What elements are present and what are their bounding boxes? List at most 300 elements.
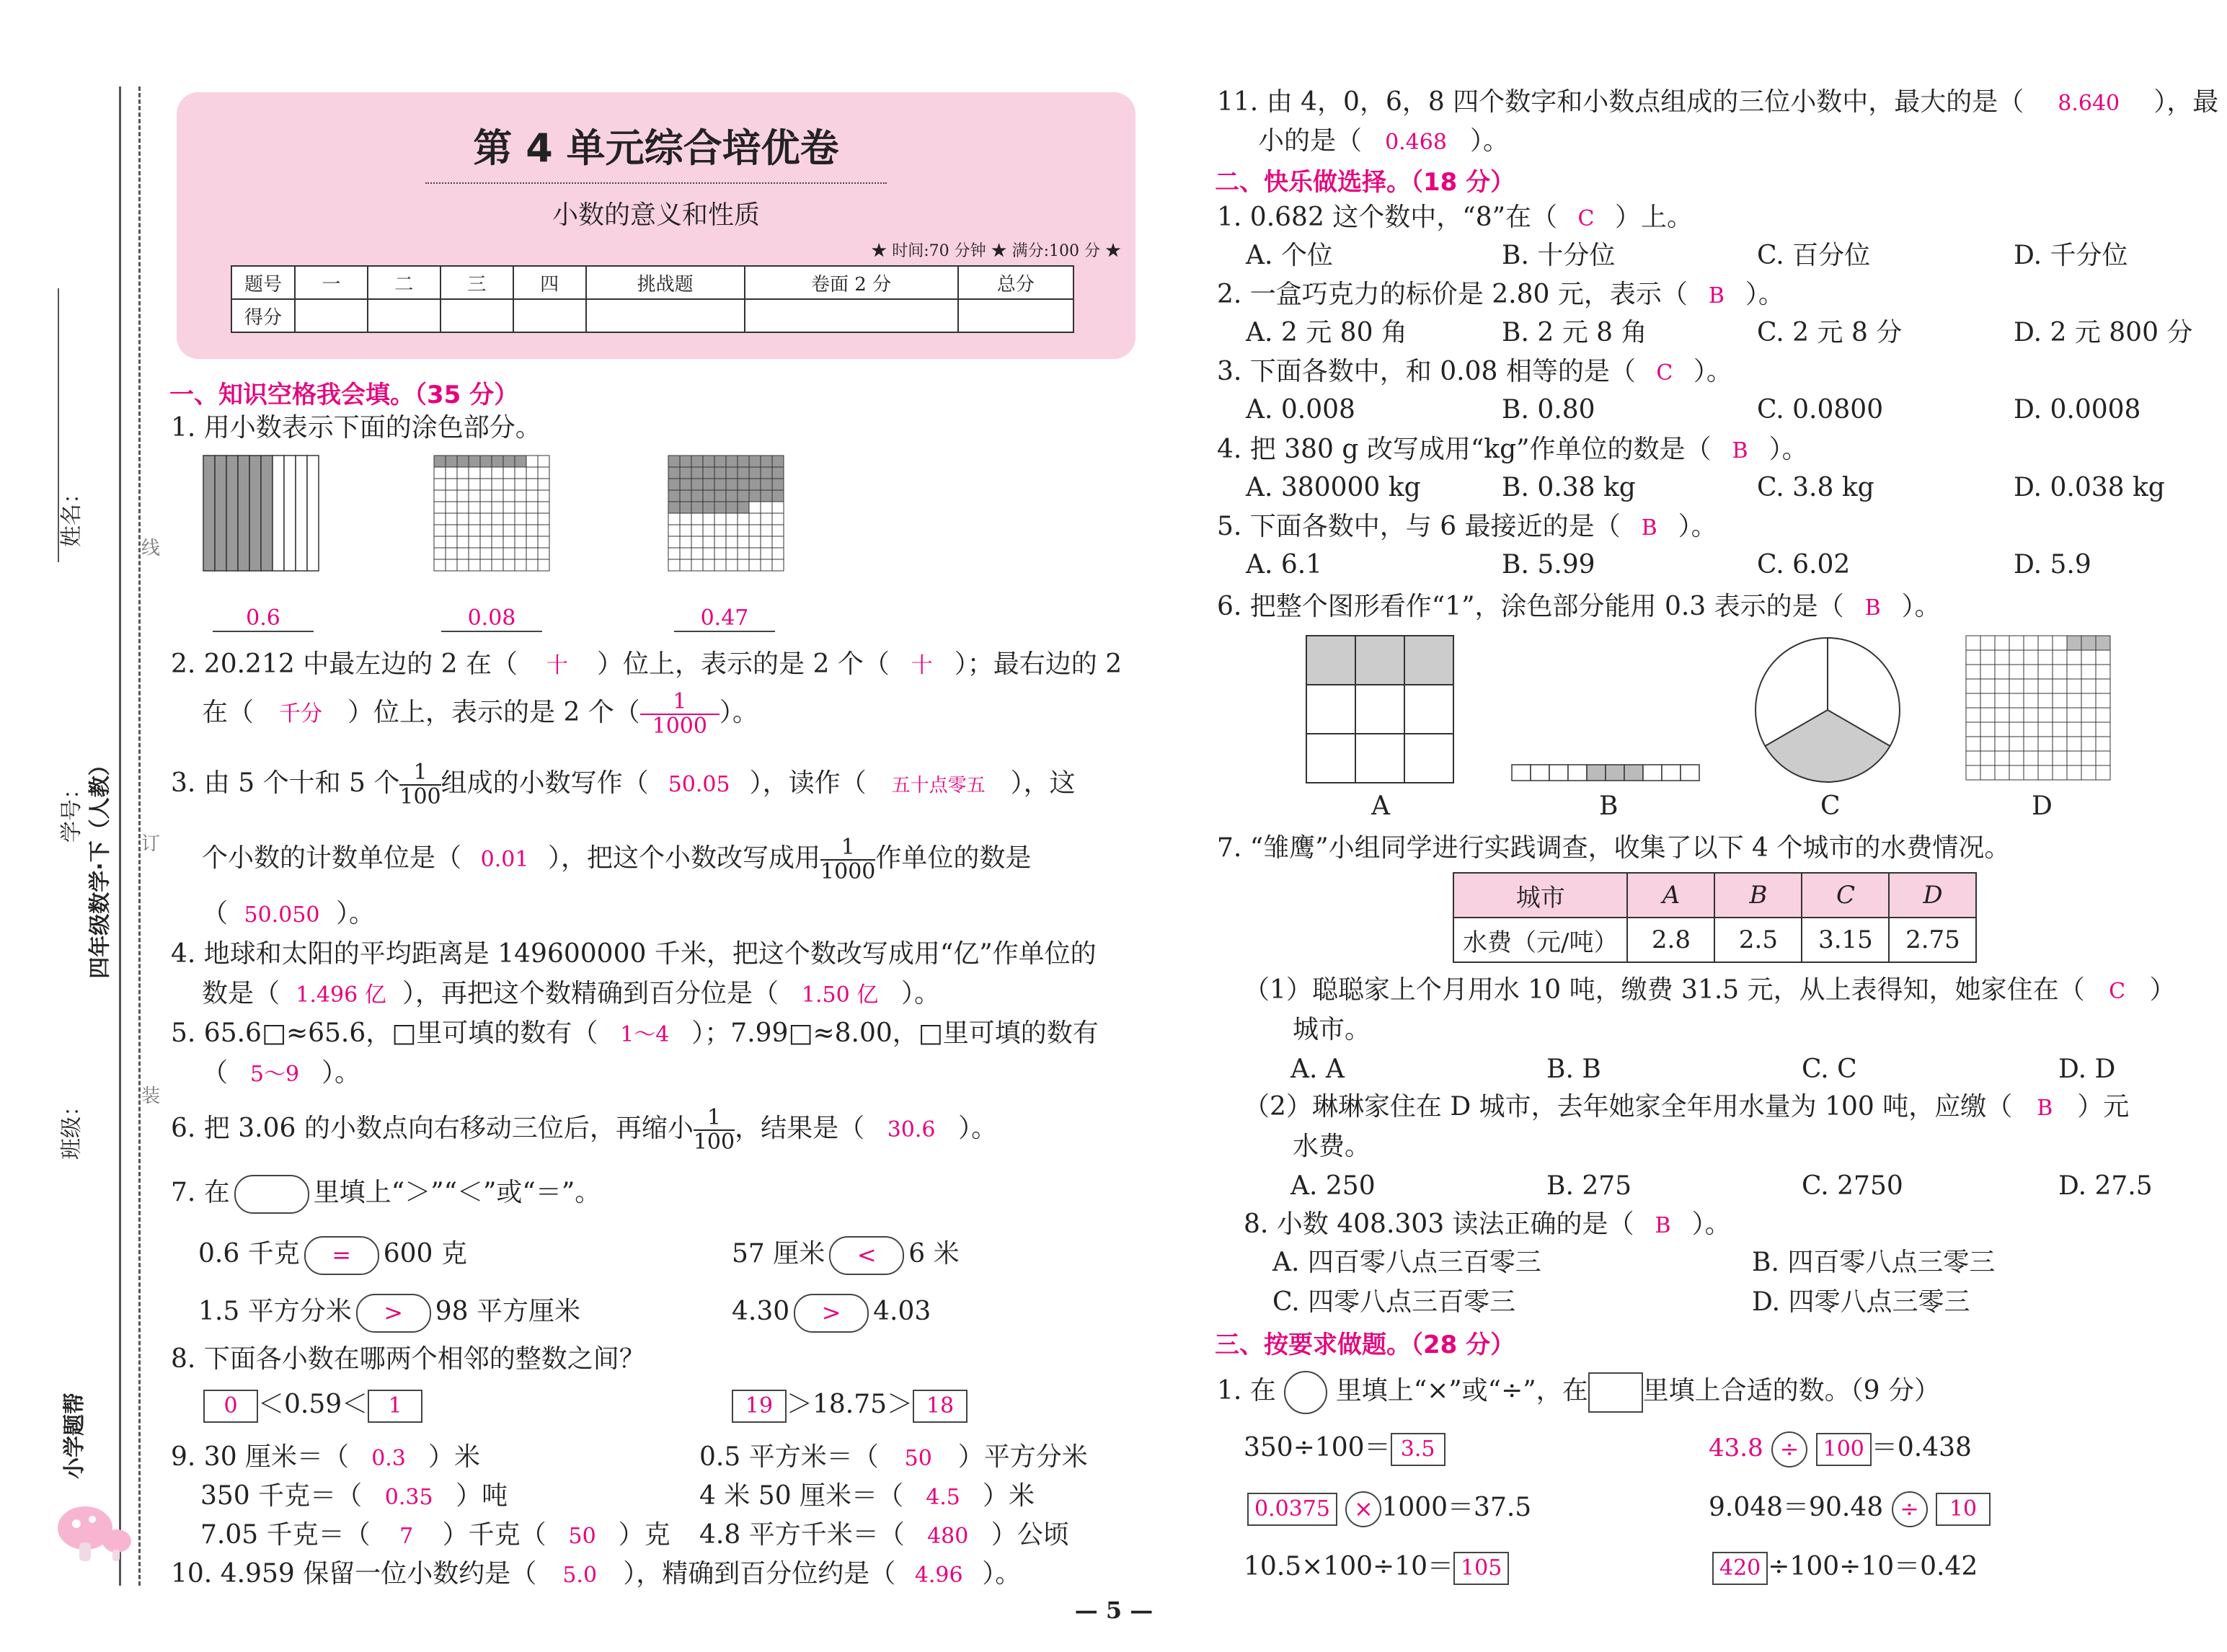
mc5-option-b[interactable]: B. 5.99	[1502, 550, 1595, 579]
grid-cell	[2024, 693, 2038, 708]
q1-answer-3[interactable]	[674, 605, 775, 632]
score-cell[interactable]	[513, 299, 586, 332]
grid-cell	[680, 479, 691, 490]
score-cell[interactable]	[745, 299, 958, 332]
q2-answer-1[interactable]: 十	[546, 653, 568, 678]
grid-cell	[726, 490, 738, 502]
grid-cell	[2081, 693, 2096, 708]
grid-cell	[457, 467, 469, 479]
score-cell[interactable]: 得分	[231, 299, 295, 332]
mc6-figure-a	[1305, 634, 1456, 786]
q5-answer-1[interactable]: 1～4	[620, 1022, 670, 1047]
grid-cell	[2096, 693, 2110, 708]
q9-5-answer-2[interactable]: 50	[568, 1524, 596, 1549]
grid-cell	[434, 548, 446, 559]
grid-cell	[469, 513, 480, 525]
q2-text-c: ）；最右边的 2	[954, 649, 1123, 679]
eq1-text: 350÷100＝	[1244, 1433, 1391, 1462]
grid-cell	[2067, 765, 2081, 780]
grid-cell	[457, 536, 469, 548]
figure-b-cell	[1624, 765, 1643, 781]
grid-cell	[2096, 765, 2110, 780]
grid-cell	[1966, 751, 1980, 765]
grid-cell	[703, 479, 714, 490]
q7-item-3-answer[interactable]: >	[356, 1294, 431, 1333]
grid-cell	[446, 456, 457, 467]
mc1-option-a[interactable]: A. 个位	[1246, 241, 1333, 270]
score-cell[interactable]	[295, 299, 368, 332]
grid-cell	[749, 559, 761, 571]
mc8-answer[interactable]: B	[1655, 1213, 1671, 1238]
grid-cell	[1980, 708, 1995, 722]
q8-expr-1-box-2[interactable]: 1	[368, 1390, 422, 1423]
mc5-option-d[interactable]: D. 5.9	[2014, 550, 2091, 579]
mc5-option-a[interactable]: A. 6.1	[1246, 550, 1323, 579]
grid-cell	[691, 548, 703, 559]
grid-cell	[2081, 708, 2096, 722]
section3-title: 三、按要求做题。（28 分）	[1215, 1331, 1515, 1359]
grid-cell	[2009, 693, 2024, 708]
q9-2-answer[interactable]: 50	[904, 1446, 932, 1471]
grid-cell	[2053, 737, 2067, 751]
strip-cell	[226, 456, 238, 571]
grid-cell	[457, 559, 469, 571]
grid-cell	[434, 525, 446, 536]
grid-cell	[2038, 693, 2053, 708]
q9-4-answer[interactable]: 4.5	[926, 1485, 960, 1510]
q8-expr-2-box-1[interactable]: 19	[732, 1390, 787, 1423]
q2-answer-3[interactable]: 千分	[279, 701, 323, 727]
mc7-sub2-end: ）元	[2077, 1092, 2130, 1122]
mc7-sub2-text: （2）琳琳家住在 D 城市，去年她家全年用水量为 100 吨，应缴（	[1244, 1092, 2013, 1122]
mc2-option-c[interactable]: C. 2 元 8 分	[1757, 318, 1903, 347]
q7-item-1-answer[interactable]: =	[304, 1236, 379, 1275]
q3-answer-2[interactable]: 五十点零五	[891, 775, 986, 796]
eq2-first: 43.8	[1709, 1434, 1763, 1462]
grid-cell	[668, 479, 680, 490]
grid-cell	[714, 479, 726, 490]
grid-cell	[726, 536, 738, 548]
q8-expr-1-box-1[interactable]: 0	[203, 1390, 258, 1423]
grid-cell	[503, 513, 515, 525]
mc2-option-a[interactable]: A. 2 元 80 角	[1246, 318, 1407, 347]
grid-cell	[538, 467, 549, 479]
q3-text-a: 3. 由 5 个十和 5 个	[171, 768, 400, 798]
mc6-label-c: C	[1820, 791, 1841, 821]
mc4-option-a[interactable]: A. 380000 kg	[1246, 473, 1421, 502]
grid-cell	[1995, 636, 2009, 650]
mc7-sub1-option-b[interactable]: B. B	[1546, 1054, 1601, 1084]
q3-answer-1[interactable]: 50.05	[668, 772, 730, 797]
q8-expr-2-mid: ＞18.75＞	[787, 1390, 913, 1419]
mc2-question	[1217, 277, 1784, 314]
eq2-box[interactable]: 100	[1816, 1433, 1872, 1466]
grid-cell	[726, 525, 738, 536]
grid-cell	[526, 513, 538, 525]
q9-item-5	[200, 1518, 670, 1554]
grid-cell	[480, 513, 492, 525]
score-header-cell: 四	[513, 266, 586, 299]
q7-item-2-answer[interactable]: <	[829, 1236, 904, 1275]
mc7-sub2-line-2: 水费。	[1293, 1132, 1371, 1161]
q2-line-2	[202, 690, 758, 738]
q9-3-answer[interactable]: 0.35	[384, 1485, 433, 1510]
grid-cell	[2009, 636, 2024, 650]
q11-line-2	[1258, 124, 1509, 160]
eq4-operator[interactable]: ÷	[1892, 1491, 1928, 1527]
score-header-cell: 挑战题	[586, 266, 745, 299]
mc6-figure-c	[1752, 634, 1903, 786]
mc5-end: ）。	[1678, 512, 1717, 541]
box-placeholder-icon	[1588, 1372, 1643, 1413]
mc6-label-a: A	[1371, 791, 1390, 821]
q8-expr-2-box-2[interactable]: 18	[913, 1390, 968, 1423]
grid-cell	[503, 559, 515, 571]
mc4-option-d[interactable]: D. 0.038 kg	[2014, 473, 2165, 502]
grid-cell	[668, 502, 680, 513]
figure-b-cell	[1531, 765, 1549, 781]
mc5-question	[1217, 510, 1717, 546]
grid-cell	[1966, 722, 1980, 737]
q9-6-answer[interactable]: 480	[927, 1524, 969, 1549]
q7-text-a: 7. 在	[171, 1178, 230, 1207]
q11-answer-2[interactable]: 0.468	[1385, 130, 1447, 155]
q2-text-a: 2. 20.212 中最左边的 2 在（	[171, 649, 518, 679]
grid-cell	[680, 536, 691, 548]
grid-cell	[1980, 636, 1995, 650]
grid-cell	[772, 456, 784, 467]
q6-text-a: 6. 把 3.06 的小数点向右移动三位后，再缩小	[171, 1114, 694, 1143]
q10-answer-2[interactable]: 4.96	[914, 1563, 963, 1588]
grid-cell	[2009, 765, 2024, 780]
grid-cell	[457, 513, 469, 525]
mc1-option-b[interactable]: B. 十分位	[1502, 241, 1616, 270]
q10-answer-1[interactable]: 5.0	[562, 1563, 598, 1588]
mc7-sub1-option-a[interactable]: A. A	[1290, 1054, 1345, 1084]
grid-cell	[2067, 693, 2081, 708]
eq5-text: 10.5×100÷10＝	[1244, 1552, 1454, 1581]
mc7-question: 7. “雏鹰”小组同学进行实践调查，收集了以下 4 个城市的水费情况。	[1217, 833, 2011, 863]
grid-cell	[1980, 765, 1995, 780]
grid-cell	[738, 467, 749, 479]
class-label: 班级：	[59, 1095, 84, 1160]
grid-cell	[538, 559, 549, 571]
score-cell[interactable]	[958, 299, 1074, 332]
grid-cell	[526, 536, 538, 548]
grid-cell	[749, 502, 761, 513]
q9-5-b: ）千克（	[442, 1520, 546, 1550]
q6-frac-num: 1	[694, 1106, 735, 1131]
score-cell[interactable]	[586, 299, 745, 332]
strip-cell	[261, 456, 273, 571]
grid-cell	[515, 525, 526, 536]
mc8-option-d[interactable]: D. 四零八点三零三	[1752, 1287, 1970, 1317]
eq1-box[interactable]: 3.5	[1391, 1433, 1445, 1466]
water-table-cell: 3.15	[1802, 918, 1889, 962]
grid-cell	[492, 559, 503, 571]
grid-cell	[492, 513, 503, 525]
mc1-end: ）上。	[1615, 203, 1694, 232]
grid-cell	[726, 513, 738, 525]
q1-answer-2-value: 0.08	[467, 605, 516, 631]
grid-cell	[492, 456, 503, 467]
grid-cell	[446, 548, 457, 559]
grid-cell	[515, 502, 526, 513]
grid-cell	[749, 525, 761, 536]
q5-answer-2[interactable]: 5～9	[249, 1062, 300, 1087]
grid-cell	[2067, 751, 2081, 765]
grid-cell	[526, 467, 538, 479]
mc2-option-d[interactable]: D. 2 元 800 分	[2014, 318, 2193, 347]
grid-cell	[538, 490, 549, 502]
q3-text-h: （	[202, 899, 229, 928]
mc3-option-c[interactable]: C. 0.0800	[1757, 395, 1884, 425]
q3-answer-4[interactable]: 50.050	[244, 902, 320, 928]
grid-cell	[2038, 665, 2053, 679]
grid-cell	[761, 490, 772, 502]
grid-cell	[469, 548, 480, 559]
grid-cell	[446, 559, 457, 571]
grid-cell	[691, 456, 703, 467]
figure-a-cell	[1355, 734, 1404, 783]
mc4-option-c[interactable]: C. 3.8 kg	[1757, 473, 1874, 502]
grid-cell	[526, 490, 538, 502]
grid-cell	[503, 479, 515, 490]
grid-cell	[1966, 650, 1980, 665]
grid-cell	[480, 456, 492, 467]
mc7-sub1-line-1	[1244, 973, 2176, 1009]
mc5-answer[interactable]: B	[1641, 515, 1657, 541]
q9-5-answer-1[interactable]: 7	[399, 1524, 414, 1549]
equation-5	[1244, 1550, 1509, 1585]
mc7-sub2-answer[interactable]: B	[2037, 1096, 2053, 1121]
q1-answer-2[interactable]	[441, 605, 542, 632]
strip-cell	[203, 456, 215, 571]
grid-cell	[1966, 693, 1980, 708]
q7-item-2	[732, 1236, 960, 1275]
mc1-option-d[interactable]: D. 千分位	[2014, 241, 2128, 270]
grid-cell	[469, 536, 480, 548]
mc1-text: 1. 0.682 这个数中，“8”在（	[1217, 203, 1558, 232]
q11-answer-1[interactable]: 8.640	[2058, 91, 2120, 116]
grid-cell	[680, 490, 691, 502]
q2-answer-4[interactable]	[640, 690, 720, 738]
grid-cell	[772, 502, 784, 513]
grid-cell	[2081, 765, 2096, 780]
mc3-text: 3. 下面各数中，和 0.08 相等的是（	[1217, 357, 1636, 386]
mc6-answer[interactable]: B	[1864, 595, 1881, 621]
grid-cell	[761, 456, 772, 467]
grid-cell	[680, 559, 691, 571]
grid-cell	[515, 456, 526, 467]
q9-1-answer[interactable]: 0.3	[371, 1446, 406, 1471]
grid-cell	[2038, 737, 2053, 751]
grid-cell	[526, 456, 538, 467]
sidebar-brand: 小学题帮	[62, 1393, 87, 1479]
q6-text-c: ）。	[958, 1114, 998, 1143]
mc7-sub2-option-a[interactable]: A. 250	[1290, 1171, 1376, 1201]
mc4-answer[interactable]: B	[1732, 438, 1748, 463]
grid-cell	[1995, 751, 2009, 765]
grid-cell	[726, 548, 738, 559]
grid-cell	[761, 548, 772, 559]
grid-cell	[538, 548, 549, 559]
grid-cell	[761, 559, 772, 571]
mc1-option-c[interactable]: C. 百分位	[1757, 241, 1871, 270]
grid-cell	[1980, 650, 1995, 665]
mc3-option-a[interactable]: A. 0.008	[1246, 395, 1355, 425]
mc8-option-b[interactable]: B. 四百零八点三零三	[1752, 1248, 1996, 1277]
grid-cell	[480, 502, 492, 513]
grid-cell	[457, 490, 469, 502]
mc8-option-a[interactable]: A. 四百零八点三百零三	[1272, 1248, 1541, 1277]
grid-cell	[538, 456, 549, 467]
grid-cell	[515, 536, 526, 548]
q3-frac1-den: 100	[399, 784, 441, 809]
exam-meta: ★ 时间:70 分钟 ★ 满分:100 分 ★	[871, 242, 1121, 260]
grid-cell	[2053, 693, 2067, 708]
q5-text-a: 5. 65.6□≈65.6，□里可填的数有（	[171, 1018, 598, 1048]
q9-4-b: ）米	[983, 1481, 1035, 1511]
mc3-option-d[interactable]: D. 0.0008	[2014, 395, 2141, 425]
q6-text-b: ，结果是（	[735, 1114, 865, 1143]
eq6-box[interactable]: 420	[1712, 1552, 1768, 1585]
figure-b-cell	[1568, 765, 1587, 781]
grid-cell	[2038, 650, 2053, 665]
grid-cell	[457, 525, 469, 536]
q3-answer-3[interactable]: 0.01	[480, 847, 529, 872]
grid-cell	[703, 536, 714, 548]
mc7-sub1-answer[interactable]: C	[2109, 979, 2126, 1004]
grid-cell	[2024, 751, 2038, 765]
water-table-header-cell: A	[1627, 873, 1714, 918]
grid-cell	[680, 467, 691, 479]
grid-cell	[726, 479, 738, 490]
mc7-sub2-option-b[interactable]: B. 275	[1546, 1171, 1632, 1201]
eq4-box[interactable]: 10	[1936, 1493, 1991, 1526]
binding-mark-ding: 订	[141, 833, 161, 855]
q6-fraction	[694, 1106, 735, 1154]
grid-cell	[2009, 737, 2024, 751]
eq2-operator[interactable]: ÷	[1771, 1431, 1807, 1467]
mc2-option-b[interactable]: B. 2 元 8 角	[1502, 318, 1647, 347]
grid-cell	[1966, 665, 1980, 679]
q4-answer-1[interactable]: 1.496 亿	[296, 982, 386, 1008]
grid-cell	[2067, 679, 2081, 693]
grid-cell	[2081, 679, 2096, 693]
q11-text-b: ），最	[2153, 87, 2219, 117]
q9-item-6	[699, 1518, 1069, 1554]
q7-item-3-right: 98 平方厘米	[435, 1297, 580, 1326]
grid-cell	[1995, 722, 2009, 737]
mc7-sub2-option-d[interactable]: D. 27.5	[2058, 1171, 2153, 1201]
q4-text-b: ），再把这个数精确到百分位是（	[402, 979, 779, 1008]
grid-cell	[2081, 650, 2096, 665]
q4-text-a: 数是（	[202, 979, 280, 1008]
grid-cell	[2053, 636, 2067, 650]
grid-cell	[1995, 708, 2009, 722]
q7-item-4-answer[interactable]: >	[794, 1294, 869, 1333]
grid-cell	[1980, 665, 1995, 679]
grid-cell	[503, 525, 515, 536]
water-table-header-cell: 城市	[1453, 873, 1627, 918]
grid-cell	[1966, 765, 1980, 780]
score-cell[interactable]	[368, 299, 440, 332]
mc7-sub1-option-d[interactable]: D. D	[2058, 1054, 2116, 1084]
student-id-label: 学号：	[59, 778, 84, 843]
q6-answer[interactable]: 30.6	[887, 1117, 936, 1142]
q10-text-c: ）。	[982, 1559, 1022, 1589]
eq5-box[interactable]: 105	[1453, 1552, 1509, 1585]
grid-cell	[714, 467, 726, 479]
q3-text-b: 组成的小数写作（	[440, 768, 649, 798]
mc2-answer[interactable]: B	[1708, 283, 1725, 308]
grid-cell	[526, 502, 538, 513]
q6-frac-den: 100	[693, 1129, 735, 1155]
grid-cell	[691, 536, 703, 548]
eq3-operator[interactable]: ×	[1345, 1491, 1381, 1527]
q2-text-d: 在（	[202, 698, 254, 727]
mc2-text: 2. 一盒巧克力的标价是 2.80 元，表示（	[1217, 280, 1688, 309]
grid-cell	[691, 525, 703, 536]
grid-cell	[2024, 765, 2038, 780]
grid-cell	[1995, 765, 2009, 780]
mc8-option-c[interactable]: C. 四零八点三百零三	[1272, 1287, 1516, 1317]
grid-cell	[2038, 722, 2053, 737]
eq3-box[interactable]: 0.0375	[1247, 1493, 1337, 1526]
grid-cell	[714, 536, 726, 548]
mc3-option-b[interactable]: B. 0.80	[1502, 395, 1595, 425]
mc4-option-b[interactable]: B. 0.38 kg	[1502, 473, 1636, 502]
grid-cell	[434, 479, 446, 490]
mc6-figure-b	[1510, 762, 1705, 783]
grid-cell	[703, 548, 714, 559]
grid-cell	[714, 548, 726, 559]
mc1-answer[interactable]: C	[1577, 206, 1595, 231]
mc7-sub1-option-c[interactable]: C. C	[1802, 1054, 1857, 1084]
q7-item-1	[198, 1236, 467, 1275]
score-header-cell: 一	[295, 266, 368, 299]
mc3-answer[interactable]: C	[1656, 360, 1673, 386]
grid-cell	[2096, 679, 2110, 693]
grid-cell	[726, 559, 738, 571]
mc7-sub2-option-c[interactable]: C. 2750	[1802, 1171, 1903, 1201]
grid-cell	[738, 525, 749, 536]
q4-answer-2[interactable]: 1.50 亿	[801, 982, 879, 1008]
q3-fraction-2	[820, 836, 875, 884]
grid-cell	[714, 559, 726, 571]
q1-figure-1	[202, 454, 321, 573]
q6-line	[171, 1106, 997, 1154]
grid-cell	[515, 513, 526, 525]
q9-1-a: 9. 30 厘米＝（	[171, 1442, 350, 1472]
binding-mark-zhuang: 装	[141, 1085, 161, 1107]
water-table-cell: 水费（元/吨）	[1453, 918, 1627, 962]
score-cell[interactable]	[440, 299, 513, 332]
q2-answer-2[interactable]: 十	[911, 653, 933, 678]
grid-cell	[726, 502, 738, 513]
grid-cell	[2053, 650, 2067, 665]
grid-cell	[2067, 665, 2081, 679]
grid-cell	[761, 525, 772, 536]
q1-answer-1[interactable]	[213, 605, 314, 632]
mc5-option-c[interactable]: C. 6.02	[1757, 550, 1851, 579]
mc6-label-d: D	[2032, 791, 2053, 821]
grid-cell	[668, 490, 680, 502]
figure-a-cell	[1306, 685, 1355, 734]
score-header-cell: 总分	[958, 266, 1074, 299]
figure-a-cell	[1355, 685, 1404, 734]
